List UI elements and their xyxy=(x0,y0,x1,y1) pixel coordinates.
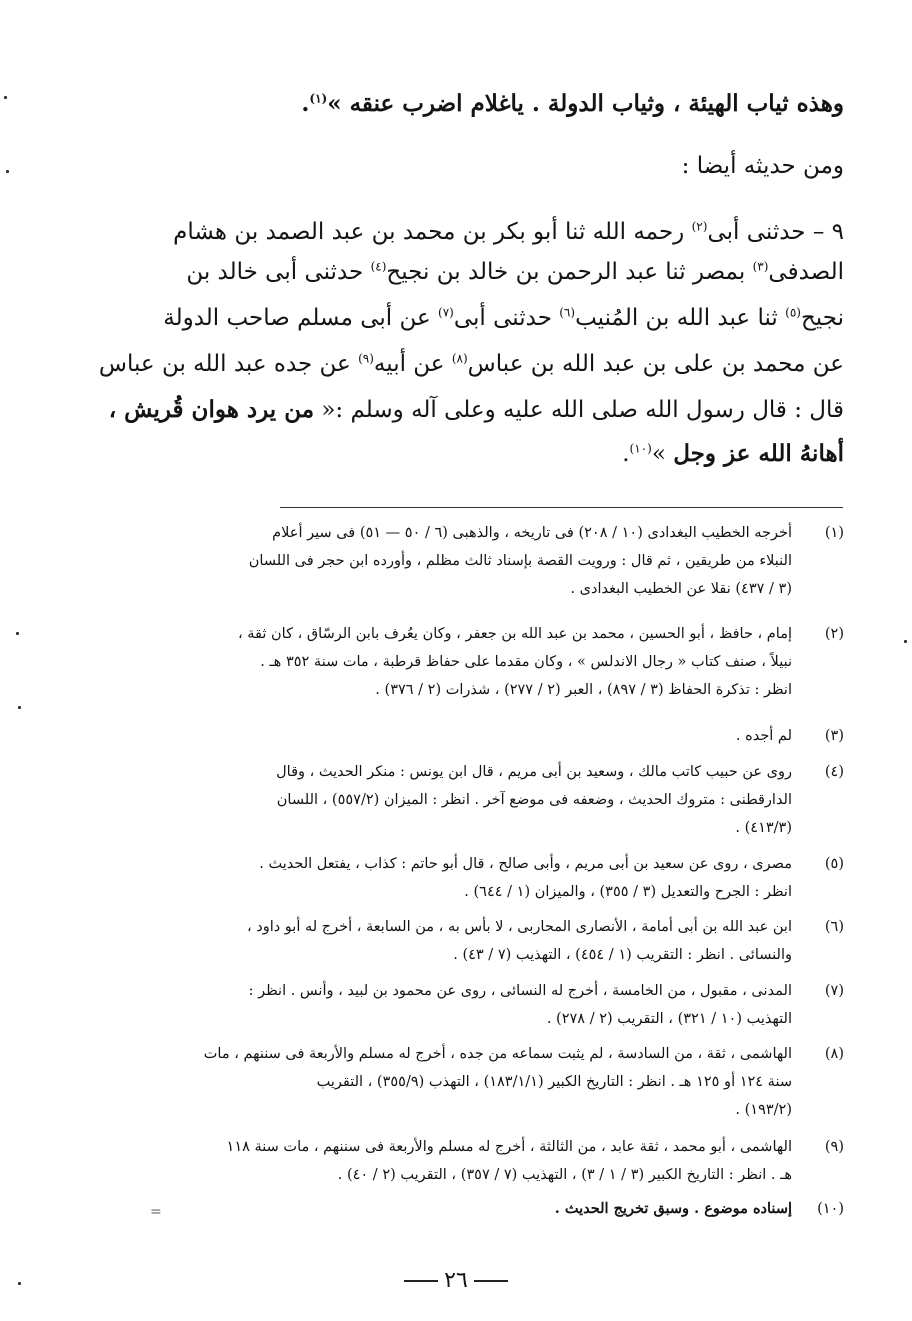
margin-mark: = xyxy=(150,1204,162,1220)
footnote-8: (٨) الهاشمى ، ثقة ، من السادسة ، لم يثبت سماعه من جده ، أخرج له مسلم والأربعة فى سننهم ، مات سنة ١٢٤ أو ١٢٥ هـ . انظر : التاريخ الكبير (١٨٣/١/١) ، التهذب (٣٥٥/٩) ، التقريب (١٩٣/٢) . xyxy=(203,1046,844,1118)
scan-speck xyxy=(18,706,21,709)
para-line-1: ٩ – حدثنى أبى$^{(٢)}$ رحمه الله ثنا أبو بكر بن محمد بن عبد الصمد بن هشام xyxy=(173,219,844,245)
footnote-9: (٩) الهاشمى ، أبو محمد ، ثقة عابد ، من الثالثة ، أخرج له مسلم والأربعة فى سننهم ، مات سنة ١١٨ هـ . انظر : التاريخ الكبير (٣ / ١ / ٣) ، التهذيب (٧ / ٣٥٧) ، التقريب (٢ / ٤٠) . xyxy=(226,1139,844,1183)
footnote-ref-10: (١٠) xyxy=(629,441,652,456)
footnote-ref-1: (١) xyxy=(309,91,328,106)
footnote-ref-7: (٧) xyxy=(438,305,454,320)
scan-speck xyxy=(904,640,907,643)
footnote-ref-3: (٣) xyxy=(752,259,769,274)
footnote-ref-4: (٤) xyxy=(370,259,387,274)
para-line-2: الصدفى$^{(٣)}$ بمصر ثنا عبد الرحمن بن خالد بن نجيح$^{(٤)}$ حدثنى أبى خالد بن xyxy=(186,259,844,285)
scan-speck xyxy=(4,96,7,99)
footnote-ref-8: (٨) xyxy=(451,351,468,366)
para-line-3: نجيح$^{(٥)}$ ثنا عبد الله بن المُنيب$^{(٦)}$ حدثنى أبى$^{(٧)}$ عن أبى مسلم صاحب الدولة xyxy=(163,305,844,331)
page-number: ٢٦ xyxy=(0,1268,912,1293)
scan-speck xyxy=(18,1282,21,1285)
footnote-ref-6: (٦) xyxy=(559,305,576,320)
footnote-ref-5: (٥) xyxy=(785,305,801,320)
footnote-ref-9: (٩) xyxy=(358,351,374,366)
page-number-dash-right xyxy=(474,1280,508,1282)
footnote-6: (٦) ابن عبد الله بن أبى أمامة ، الأنصارى المحاربى ، لا بأس به ، من السابعة ، أخرج له أبو داود ، والنسائى . انظر : التقريب (١ / ٤٥٤) ، التهذيب (٧ / ٤٣) . xyxy=(246,919,844,963)
footnote-3: (٣) لم أجده . xyxy=(735,728,844,744)
footnote-separator xyxy=(280,507,843,508)
footnote-4: (٤) روى عن حبيب كاتب مالك ، وسعيد بن أبى مريم ، قال ابن يونس : منكر الحديث ، وقال الدارقطنى : متروك الحديث ، وضعفه فى موضع آخر . انظر : الميزان (٥٥٧/٢) ، اللسان (٤١٣/٣) . xyxy=(276,764,844,836)
para-line-4: عن محمد بن على بن عبد الله بن عباس$^{(٨)}$ عن أبيه$^{(٩)}$ عن جده عبد الله بن عباس xyxy=(98,351,844,377)
scan-speck xyxy=(6,170,9,173)
text-line-1: وهذه ثياب الهيئة ، وثياب الدولة . ياغلام اضرب عنقه »$^{(١)}$. xyxy=(301,90,844,117)
footnote-5: (٥) مصرى ، روى عن سعيد بن أبى مريم ، وأبى صالح ، قال أبو حاتم : كذاب ، يفتعل الحديث . انظر : الجرح والتعديل (٣ / ٣٥٥) ، والميزان (١ / ٦٤٤) . xyxy=(259,856,844,900)
footnote-10: (١٠) إسناده موضوع . وسبق تخريج الحديث . xyxy=(554,1200,844,1217)
para-line-5: قال : قال رسول الله صلى الله عليه وعلى آله وسلم :« من يرد هوان قُريش ، xyxy=(108,396,844,423)
text-line-2: ومن حديثه أيضا : xyxy=(681,153,844,179)
page-number-dash-left xyxy=(404,1280,438,1282)
scan-speck xyxy=(16,632,19,635)
footnote-1: (١) أخرجه الخطيب البغدادى (١٠ / ٢٠٨) فى تاريخه ، والذهبى (٦ / ٥٠ — ٥١) فى سير أعلام النبلاء من طريقين ، ثم قال : ورويت القصة بإسناد ثالث مظلم ، وأورده ابن حجر فى اللسان (٣ / ٤٣٧) نقلا عن الخطيب البغدادى . xyxy=(248,525,844,597)
para-line-6: أهانهُ الله عز وجل »$^{(١٠)}$. xyxy=(622,440,844,467)
footnote-2: (٢) إمام ، حافظ ، أبو الحسين ، محمد بن عبد الله بن جعفر ، وكان يعُرف بابن الرسّاق ، كان ثقة ، نبيلاً ، صنف كتاب « رجال الاندلس » ، وكان مقدما على حفاظ قرطبة ، مات سنة ٣٥٢ هـ . انظر : تذكرة الحفاظ (٣ / ٨٩٧) ، العبر (٢ / ٢٧٧) ، شذرات (٢ / ٣٧٦) . xyxy=(237,626,844,698)
footnote-ref-2: (٢) xyxy=(691,219,708,234)
footnote-7: (٧) المدنى ، مقبول ، من الخامسة ، أخرج له النسائى ، روى عن محمود بن لبيد ، وأنس . انظر : التهذيب (١٠ / ٣٢١) ، التقريب (٢ / ٢٧٨) . xyxy=(248,983,844,1027)
